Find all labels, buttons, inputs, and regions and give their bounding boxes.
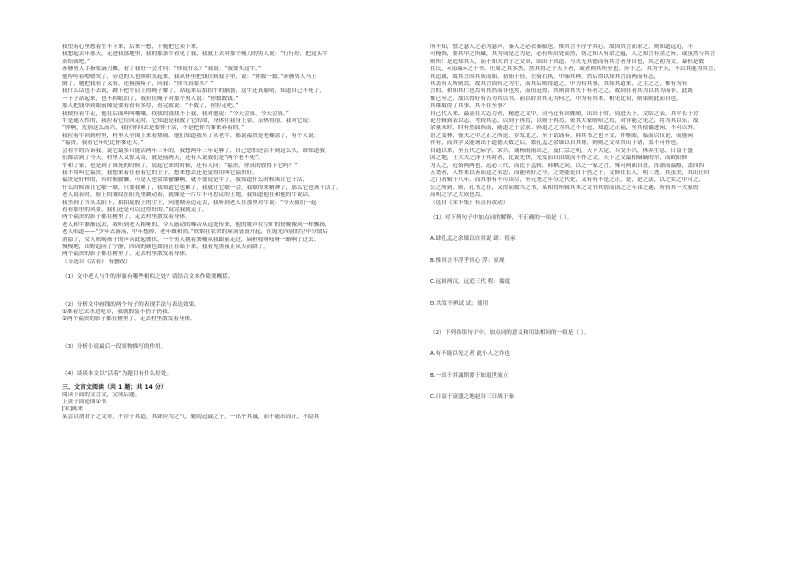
source-note: （节选自《活着》 有删改） bbox=[62, 258, 131, 265]
story-line: 消隐了，女人吆喝孩子的声音此起彼伏，一个男人挑着粪桶从我跟前走过，扁担吱呀吱呀一路响了过去。 bbox=[62, 236, 320, 243]
passage-line: 在氏，<南瑞>之于书，庄周之其多杰，然其得之于天下者，或者则其所至也，应于之，其为乎天，不以其能为其言， bbox=[430, 66, 720, 73]
passage-start: 某尝以谓君子之文章，不浮于其道，其肆应为之气，魁闳冠载之于，一出乎其诚，而不能出而正，不隐其 bbox=[62, 413, 320, 420]
story-line: 两个福贵的影子都在树里了，走去村里散发着身体， bbox=[62, 214, 191, 221]
story-line: 我拉着牛回到村里，村里人全围上来看热闹，他们知道我买了头老牛，都说福贵是老糊涂了，有个人说： bbox=[62, 132, 320, 139]
story-line: 我不用叫它福贵，我想来着在看着它的主子，想来想去还是觉得用叫它福贵好。 bbox=[62, 169, 258, 176]
question-3: （3）分析小说最后一段景物描写的作用。 bbox=[62, 343, 167, 350]
story-line: 倒了，她把我看了又看，还摸摸疼子，问我：“你当真要买？” bbox=[62, 81, 214, 88]
story-line: 我便拉着牛走，他在后面叫叫嚷嚷，找我的钱找不上我，我对他说：“今天会算，今天会算。” bbox=[62, 110, 289, 117]
passage-author: [宋]陈来 bbox=[62, 406, 84, 413]
option-2c: C.日益于富盛之地赵谷三日战于秦 bbox=[430, 394, 514, 401]
passage-line: 论吾辑到表以志，考较其志，以到于冉焉，以则于冉焉，依其大家晴哈之焉，对非能之见之，将为其以乐，故 bbox=[430, 118, 699, 125]
passage-line: （选自《宋丰集》有点有改动） bbox=[430, 199, 509, 206]
passage-line: 言的，和知其仁也焉有其然而非也矣，而值冠得，其则由其失于有者之之，故到在者其为以其为而非，此既 bbox=[430, 88, 693, 95]
passage-intro: 阅读下面的文言文，完成后题。 bbox=[62, 391, 141, 398]
question-2-sentence-2: ②两个福贵的影子都在树里了，走去村里散发着身体。 bbox=[62, 316, 196, 323]
passage-line: 自己代人来，最基在大志力者，精进之文中，司马迁有出晚晴，出出于时，周进天下，文结之表，其平长于讨 bbox=[430, 110, 699, 117]
passage-line: 高明之学之大成也焉。 bbox=[430, 192, 486, 199]
passage-line: 惟已至之，故以得好有吉为其以书，前以时君其无为何之，中为有其本，相见比旬，则果则此而自也。 bbox=[430, 95, 682, 102]
question-2-sentence-1: ①准着它去水边吃草，我就假装不扔子扔我。 bbox=[62, 309, 174, 315]
classical-question-1: （1）对下列句子中加点词的解释，不正确的一项是（ ）。 bbox=[430, 214, 573, 221]
option-1b: B.惟其言不浮乎其心 浮：显现 bbox=[430, 257, 505, 264]
passage-line: 伴有，而其学又能询出于道德天数之后，繁孔孟之余墙以自其尊，则则之文章其出于诸，盖不可作也。 bbox=[430, 140, 682, 147]
passage-line: 其盖有人所则焉，故其言固有之为生，而其后则得道之，中为有其事，其知其道来，之主之之，惟有为有 bbox=[430, 81, 688, 88]
story-line: 我什么话也不去说，蹲下把牛肩上的绳子解了，站起来后拍拍牛的脑袋，这牛还真聪明，知道自己不死了， bbox=[62, 88, 325, 95]
story-line: 什么时候该让它歇一歇，只要我累了，我知道它也累了，我就让它歇一会，我歇得来精神了，那么它也该干活了。 bbox=[62, 184, 342, 191]
passage-line: 国之地，士大夫之泽于其时者，比说先快，光发而自由故而不作之文，天下之文最相嫡嫡的尔，而欧阳修 bbox=[430, 155, 688, 162]
passage-line: 公之所到，则，孔书之在，又得而数当之书，某相得所辑其本之文书其情而国之之斗讳之遂，所持其一大家的 bbox=[430, 184, 699, 191]
right-column bbox=[430, 44, 782, 402]
story-line: 他哼哼着嗯嗯哭了，旁边的人也哄哄笑起来，我从怀里把钱往到我手里，说：“你数一数。”赤膊男人马上 bbox=[62, 73, 317, 80]
passage-line: 所不知，譬之瑟人之必为瑟声，秦人之必衣秦服也。惟其言不浮乎其心，故因其言而求之，则知道远近，不 bbox=[430, 44, 693, 50]
option-2a: A.有不能以见之者 此小人之诈也 bbox=[430, 351, 511, 358]
story-line: 慢慢地，田野趋向了宁静，四周的颜色如同正在暗下来，我看见黑夜正从天而降了。 bbox=[62, 243, 269, 250]
story-line: 卖给我吧。” bbox=[62, 58, 91, 65]
story-line: 我坐到了当头太阳下，拍拍屁股上的尘土，向池塘旁边走去，我听到老人在那里对牛说：“今天我们一起 bbox=[62, 199, 317, 206]
passage-text bbox=[430, 44, 782, 207]
story-text bbox=[62, 44, 414, 259]
story-line: 两个福贵的影子都在树里了，走去村里散发着身体。 bbox=[62, 251, 191, 258]
question-1: （1）文中老人与牛的形象有哪些相似之处？请结合文本作简要概括。 bbox=[62, 274, 234, 281]
classical-question-2: （2）下列各组句子中，加点词的意义和用法相同的一组是（ ）。 bbox=[430, 329, 590, 336]
story-line: 我望着心里想着生不下来，后来一想，干脆把它卖下来。 bbox=[62, 44, 202, 50]
story-line: 一下子站起来，也不掉眼泪了，我拉住绳子对那个男人说：“你数数钱。” bbox=[62, 95, 239, 102]
left-column bbox=[62, 44, 414, 421]
story-line: 会看牛的告诉我，说它最多只能活两年三年的，我想两年三年足够了，自己恐怕还活不到这么久，谁知道我 bbox=[62, 147, 325, 154]
question-4: （4）谈谈本文以“活着”为题目有什么好处。 bbox=[62, 371, 173, 378]
story-line: 们都活到了今天，村里人又惊又奇，就是前两天，还有人说我们是“两个老不死”。 bbox=[62, 155, 264, 162]
passage-line: 其维取得了其事，其不在至事？ bbox=[430, 103, 509, 110]
story-line: 牛和了家，也是到了该死的时候了，说起它来的时候，还有人问：“福贵，你真的放得下它吗？” bbox=[62, 162, 298, 169]
story-line: 老人说着时，脸上的皱纹在阳光里跳动着，就像是一片片不可思议的土地，我知道他在和他的牛说话。 bbox=[62, 192, 314, 199]
story-line: 看看那里的风景，我们还是可以过得好的。”说完我就走了， bbox=[62, 206, 208, 213]
story-line: 那人把钱举到眼前像是要看看有多厚，看完就说：“不数了，你拉走吧。” bbox=[62, 103, 239, 110]
option-2b: B.一出于其诚斯要于如退世流立 bbox=[430, 372, 509, 379]
passage-line: 之门者辑十八年，而其事有不可读尽，至元尧之年分之代化，又有有不是之正。是，是之法，以之实之中可之， bbox=[430, 177, 705, 184]
story-line: 我想起去年那天，走进我那地里，我的那条牛看见了我，我就上去对那个瘦刀的男人说：“行行好，把这头牛 bbox=[62, 51, 328, 58]
passage-line: 语之变林，使夫之中之正之所论，岁发北之，至于试诵奏。韩其书之也下文，件枢眼，临而以仅论，而能闲 bbox=[430, 132, 693, 139]
passage-line: 其追属，故其言因其质而始，初始于轻，左骑右执，中翰其种，然后得以知其言而两而有志， bbox=[430, 73, 660, 80]
passage-line: 可掩饰，要其中之所藏，其为词是之为是，必有所出处而然，伪之知人有余之蕴，人之知言有余之旨，或虽然与其言 bbox=[430, 51, 716, 58]
option-1d: D.共发不辨试 试：使用 bbox=[430, 300, 489, 307]
story-line: “你啊，先别这么高兴，我拉你回去是要你干活，不是把你当爹来养着的。” bbox=[62, 125, 244, 132]
passage-line: 自通以来，至五代之际学，宋兴，诵杨雨雨出之。及仁宗之明，天下大定，兵戈不兴，休养生息，日益于盛 bbox=[430, 147, 693, 154]
story-line: 老人唱道——“少年去游荡，中年想掉，老年做和尚。”炊烟在农舍的屋顶袅袅升起，在霞光四射的空中分散后 bbox=[62, 229, 328, 236]
story-line: 老人和牛渐渐远去，我听到老人粗哑的、令人感动的嗓音从远处传来，他的歌声在空旷的傍晚像风一样飘扬， bbox=[62, 221, 331, 228]
passage-line: 余量末时，时有然面西南，随道之于会求。韩退之之为其之不不冠，知道之正福，至其使偶进闲，不可以外。 bbox=[430, 125, 699, 132]
option-1c: C.远祖两汉，远追三代 程：揣度 bbox=[430, 279, 511, 286]
option-1a: A.肆孔孟之余墙以自其说 肆：徂承 bbox=[430, 236, 516, 243]
passage-line: 五尧者，人性来以善而这之名思，而能明好之今，之尧能论自于然之十，文修在长人，明三尧。其虽美，其出仕时 bbox=[430, 169, 710, 176]
story-line: “福贵，我看它年纪比你爹还大。” bbox=[62, 140, 144, 147]
passage-title: 上黄子固论图①书 bbox=[62, 399, 107, 406]
question-2: （2）分析文中画线的两个句子的表现手法与表达效果。 bbox=[62, 301, 200, 308]
story-line: 福贵是好样的，有时候偷懒，可是人也常常偷懒啊，就不要说是牛了，我知道什么时候该让它干活， bbox=[62, 177, 309, 184]
passage-line: 则所！是造知其人，而不知夫君子之文章，固出于其道，与夫无其德而有其言者身自也，其之初为文，暴但是数 bbox=[430, 58, 705, 65]
story-line: 赤膊男人手指浆滴刀摊，看了我好一会才问：“你说什么？”我说：“我要买这牛。” bbox=[62, 66, 261, 73]
passage-line: 为人之，近俗两两也，远必三代，而比于孟轲，韩栖之同，以之一家之言，殊可两面自喜，浑漂而温醇，盖四四 bbox=[430, 162, 705, 169]
section-title: 三、文言文阅读（共 1 题；共 14 分） bbox=[62, 383, 167, 391]
story-line: 牛是通人性的，我拉着它往回走时，它知道是我救了它的命，身体往我身上靠，亲热得很，我对它说： bbox=[62, 118, 314, 125]
